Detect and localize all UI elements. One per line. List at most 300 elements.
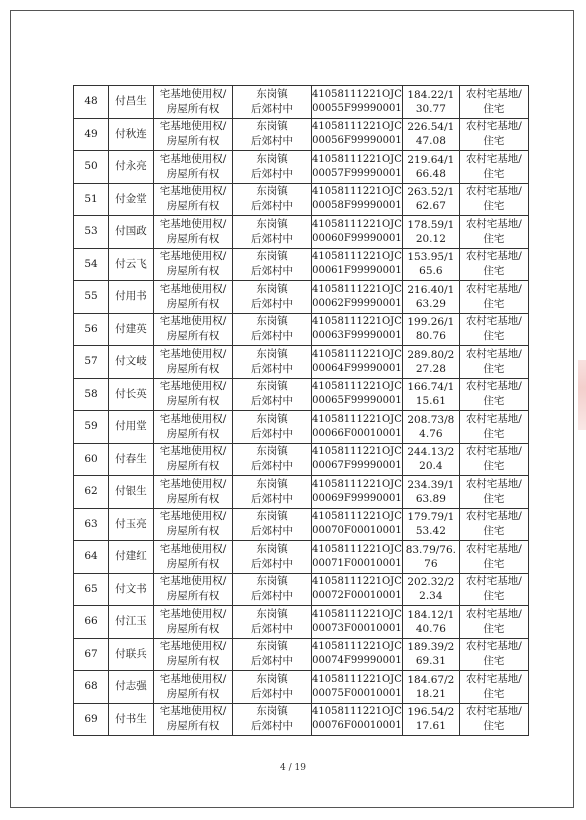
cell-location-line: 东岗镇 xyxy=(256,217,288,230)
cell-area-line: 47.08 xyxy=(415,135,446,148)
cell-unit-code-line: 41058111221OJC xyxy=(312,478,402,490)
cell-location-line: 东岗镇 xyxy=(256,282,288,295)
cell-location-line: 后郊村中 xyxy=(251,622,293,635)
cell-right-type xyxy=(154,671,233,704)
cell-right-type-line: 房屋所有权 xyxy=(166,232,220,245)
cell-location-line: 东岗镇 xyxy=(256,445,288,458)
cell-area xyxy=(402,703,459,736)
cell-right-type-line: 房屋所有权 xyxy=(166,590,220,603)
cell-location-line: 后郊村中 xyxy=(251,557,293,570)
table-row xyxy=(74,703,529,736)
table-row xyxy=(74,508,529,541)
cell-area-line: 184.22/1 xyxy=(407,88,455,101)
cell-unit-code-line: 41058111221OJC xyxy=(312,413,402,425)
cell-right-type xyxy=(154,346,233,379)
cell-right-type xyxy=(154,638,233,671)
cell-location xyxy=(233,378,312,411)
cell-unit-code-line: 00060F99990001 xyxy=(312,232,402,244)
cell-usage xyxy=(459,216,528,249)
cell-right-type-line: 宅基地使用权/ xyxy=(159,542,227,555)
cell-owner-name: 付书生 xyxy=(109,703,154,736)
cell-number: 69 xyxy=(74,703,109,736)
cell-unit-code-line: 00075F00010001 xyxy=(312,687,402,699)
cell-unit-code xyxy=(312,671,403,704)
cell-right-type-line: 房屋所有权 xyxy=(166,557,220,570)
cell-location-line: 东岗镇 xyxy=(256,315,288,328)
cell-right-type xyxy=(154,281,233,314)
cell-location-line: 后郊村中 xyxy=(251,167,293,180)
cell-right-type-line: 宅基地使用权/ xyxy=(159,315,227,328)
cell-number: 64 xyxy=(74,541,109,574)
cell-unit-code-line: 00064F99990001 xyxy=(312,362,402,374)
cell-right-type-line: 房屋所有权 xyxy=(166,655,220,668)
cell-right-type-line: 宅基地使用权/ xyxy=(159,185,227,198)
cell-location xyxy=(233,638,312,671)
cell-unit-code-line: 00065F99990001 xyxy=(312,395,402,407)
cell-unit-code-line: 41058111221OJC xyxy=(312,706,402,718)
cell-area-line: 40.76 xyxy=(415,622,446,635)
cell-usage-line: 农村宅基地/ xyxy=(465,217,522,230)
cell-location xyxy=(233,573,312,606)
cell-unit-code xyxy=(312,378,403,411)
cell-location-line: 东岗镇 xyxy=(256,477,288,490)
cell-area-line: 234.39/1 xyxy=(407,478,455,491)
cell-owner-name: 付江玉 xyxy=(109,606,154,639)
cell-location-line: 东岗镇 xyxy=(256,87,288,100)
cell-location xyxy=(233,118,312,151)
cell-location-line: 后郊村中 xyxy=(251,720,293,733)
cell-unit-code-line: 41058111221OJC xyxy=(312,381,402,393)
cell-right-type xyxy=(154,573,233,606)
cell-number: 66 xyxy=(74,606,109,639)
cell-owner-name: 付银生 xyxy=(109,476,154,509)
cell-right-type xyxy=(154,541,233,574)
cell-area-line: 208.73/8 xyxy=(407,413,455,426)
cell-unit-code-line: 00076F00010001 xyxy=(312,720,402,732)
cell-area xyxy=(402,638,459,671)
cell-usage-line: 农村宅基地/ xyxy=(465,607,522,620)
cell-location-line: 东岗镇 xyxy=(256,250,288,263)
cell-number: 59 xyxy=(74,411,109,444)
cell-number: 49 xyxy=(74,118,109,151)
cell-number: 60 xyxy=(74,443,109,476)
cell-area xyxy=(402,151,459,184)
cell-right-type-line: 宅基地使用权/ xyxy=(159,705,227,718)
cell-area-line: 202.32/2 xyxy=(407,576,455,589)
cell-unit-code-line: 00061F99990001 xyxy=(312,265,402,277)
cell-area xyxy=(402,281,459,314)
cell-usage xyxy=(459,411,528,444)
cell-area-line: 184.12/1 xyxy=(407,608,455,621)
cell-location-line: 后郊村中 xyxy=(251,492,293,505)
cell-area-line: 63.89 xyxy=(415,492,446,505)
cell-area-line: 76 xyxy=(424,557,438,570)
cell-location-line: 东岗镇 xyxy=(256,152,288,165)
cell-right-type-line: 房屋所有权 xyxy=(166,200,220,213)
cell-usage xyxy=(459,118,528,151)
cell-location-line: 后郊村中 xyxy=(251,362,293,375)
cell-number: 51 xyxy=(74,183,109,216)
cell-usage-line: 农村宅基地/ xyxy=(465,477,522,490)
cell-usage-line: 住宅 xyxy=(483,200,505,213)
cell-location xyxy=(233,508,312,541)
cell-area xyxy=(402,216,459,249)
cell-area xyxy=(402,118,459,151)
cell-location xyxy=(233,248,312,281)
cell-usage-line: 住宅 xyxy=(483,102,505,115)
cell-owner-name: 付建英 xyxy=(109,313,154,346)
cell-area-line: 199.26/1 xyxy=(407,316,455,329)
cell-owner-name: 付昌生 xyxy=(109,86,154,119)
cell-unit-code-line: 00067F99990001 xyxy=(312,460,402,472)
cell-unit-code xyxy=(312,86,403,119)
cell-location-line: 后郊村中 xyxy=(251,655,293,668)
cell-right-type-line: 宅基地使用权/ xyxy=(159,152,227,165)
cell-usage xyxy=(459,508,528,541)
cell-usage-line: 农村宅基地/ xyxy=(465,575,522,588)
table-row xyxy=(74,476,529,509)
cell-location xyxy=(233,151,312,184)
cell-usage xyxy=(459,606,528,639)
cell-unit-code xyxy=(312,183,403,216)
cell-owner-name: 付永亮 xyxy=(109,151,154,184)
cell-usage-line: 农村宅基地/ xyxy=(465,640,522,653)
cell-right-type-line: 房屋所有权 xyxy=(166,135,220,148)
cell-area-line: 216.40/1 xyxy=(407,283,455,296)
cell-area-line: 196.54/2 xyxy=(407,706,455,719)
cell-location-line: 东岗镇 xyxy=(256,120,288,133)
cell-usage-line: 住宅 xyxy=(483,362,505,375)
cell-usage xyxy=(459,86,528,119)
cell-unit-code xyxy=(312,151,403,184)
cell-usage-line: 农村宅基地/ xyxy=(465,445,522,458)
table-row xyxy=(74,443,529,476)
cell-unit-code-line: 00070F00010001 xyxy=(312,525,402,537)
cell-usage-line: 农村宅基地/ xyxy=(465,380,522,393)
cell-right-type xyxy=(154,86,233,119)
cell-right-type xyxy=(154,606,233,639)
table-row xyxy=(74,378,529,411)
table-row xyxy=(74,638,529,671)
cell-usage-line: 住宅 xyxy=(483,557,505,570)
cell-unit-code xyxy=(312,411,403,444)
cell-area xyxy=(402,573,459,606)
cell-usage xyxy=(459,573,528,606)
cell-location xyxy=(233,183,312,216)
cell-right-type-line: 房屋所有权 xyxy=(166,297,220,310)
cell-number: 54 xyxy=(74,248,109,281)
cell-location-line: 东岗镇 xyxy=(256,607,288,620)
cell-area-line: 219.64/1 xyxy=(407,153,455,166)
cell-unit-code xyxy=(312,248,403,281)
cell-usage-line: 住宅 xyxy=(483,720,505,733)
cell-owner-name: 付文岐 xyxy=(109,346,154,379)
cell-right-type-line: 房屋所有权 xyxy=(166,720,220,733)
cell-area-line: 20.4 xyxy=(419,460,443,473)
registration-table xyxy=(73,85,529,736)
cell-unit-code-line: 41058111221OJC xyxy=(312,641,402,653)
cell-unit-code-line: 41058111221OJC xyxy=(312,348,402,360)
cell-right-type-line: 房屋所有权 xyxy=(166,265,220,278)
cell-usage-line: 农村宅基地/ xyxy=(465,152,522,165)
cell-right-type-line: 宅基地使用权/ xyxy=(159,412,227,425)
cell-owner-name: 付长英 xyxy=(109,378,154,411)
cell-usage-line: 住宅 xyxy=(483,167,505,180)
cell-number: 55 xyxy=(74,281,109,314)
cell-unit-code xyxy=(312,346,403,379)
cell-number: 58 xyxy=(74,378,109,411)
table-row xyxy=(74,606,529,639)
cell-right-type-line: 房屋所有权 xyxy=(166,525,220,538)
table-row xyxy=(74,671,529,704)
cell-area xyxy=(402,443,459,476)
cell-area xyxy=(402,606,459,639)
cell-unit-code xyxy=(312,216,403,249)
cell-unit-code-line: 41058111221OJC xyxy=(312,446,402,458)
cell-usage-line: 农村宅基地/ xyxy=(465,250,522,263)
cell-right-type xyxy=(154,313,233,346)
cell-unit-code xyxy=(312,476,403,509)
cell-location xyxy=(233,606,312,639)
cell-unit-code-line: 41058111221OJC xyxy=(312,153,402,165)
cell-owner-name: 付春生 xyxy=(109,443,154,476)
cell-unit-code-line: 41058111221OJC xyxy=(312,283,402,295)
cell-owner-name: 付金堂 xyxy=(109,183,154,216)
cell-area-line: 83.79/76. xyxy=(405,543,456,556)
cell-unit-code-line: 00066F00010001 xyxy=(312,427,402,439)
cell-area xyxy=(402,346,459,379)
cell-right-type-line: 宅基地使用权/ xyxy=(159,607,227,620)
cell-right-type xyxy=(154,411,233,444)
cell-usage-line: 农村宅基地/ xyxy=(465,315,522,328)
cell-usage-line: 住宅 xyxy=(483,525,505,538)
cell-usage-line: 农村宅基地/ xyxy=(465,705,522,718)
cell-right-type-line: 房屋所有权 xyxy=(166,102,220,115)
cell-location-line: 东岗镇 xyxy=(256,380,288,393)
table-row xyxy=(74,281,529,314)
cell-right-type xyxy=(154,118,233,151)
cell-location xyxy=(233,346,312,379)
cell-right-type-line: 宅基地使用权/ xyxy=(159,217,227,230)
cell-owner-name: 付建红 xyxy=(109,541,154,574)
cell-number: 48 xyxy=(74,86,109,119)
cell-right-type-line: 宅基地使用权/ xyxy=(159,510,227,523)
cell-area-line: 179.79/1 xyxy=(407,511,455,524)
cell-area-line: 166.74/1 xyxy=(407,381,455,394)
cell-usage-line: 农村宅基地/ xyxy=(465,412,522,425)
cell-number: 68 xyxy=(74,671,109,704)
cell-area-line: 80.76 xyxy=(415,330,446,343)
cell-area xyxy=(402,86,459,119)
cell-unit-code xyxy=(312,638,403,671)
cell-location xyxy=(233,281,312,314)
cell-usage-line: 农村宅基地/ xyxy=(465,347,522,360)
cell-usage-line: 住宅 xyxy=(483,655,505,668)
cell-location xyxy=(233,86,312,119)
cell-unit-code xyxy=(312,508,403,541)
cell-usage-line: 住宅 xyxy=(483,427,505,440)
cell-location-line: 后郊村中 xyxy=(251,265,293,278)
cell-location-line: 东岗镇 xyxy=(256,510,288,523)
cell-number: 57 xyxy=(74,346,109,379)
cell-unit-code xyxy=(312,313,403,346)
cell-right-type xyxy=(154,378,233,411)
cell-owner-name: 付志强 xyxy=(109,671,154,704)
cell-unit-code-line: 41058111221OJC xyxy=(312,88,402,100)
cell-right-type-line: 房屋所有权 xyxy=(166,330,220,343)
cell-location xyxy=(233,443,312,476)
cell-area-line: 15.61 xyxy=(415,395,446,408)
cell-area-line: 69.31 xyxy=(415,655,446,668)
cell-usage-line: 住宅 xyxy=(483,135,505,148)
cell-right-type-line: 宅基地使用权/ xyxy=(159,477,227,490)
cell-right-type-line: 宅基地使用权/ xyxy=(159,120,227,133)
cell-usage-line: 农村宅基地/ xyxy=(465,87,522,100)
cell-usage-line: 住宅 xyxy=(483,232,505,245)
cell-right-type-line: 宅基地使用权/ xyxy=(159,380,227,393)
cell-usage xyxy=(459,346,528,379)
cell-unit-code-line: 41058111221OJC xyxy=(312,673,402,685)
cell-unit-code xyxy=(312,281,403,314)
cell-unit-code-line: 00063F99990001 xyxy=(312,330,402,342)
cell-location-line: 东岗镇 xyxy=(256,672,288,685)
cell-area-line: 18.21 xyxy=(415,687,446,700)
cell-location-line: 后郊村中 xyxy=(251,525,293,538)
cell-unit-code-line: 41058111221OJC xyxy=(312,608,402,620)
cell-usage-line: 住宅 xyxy=(483,622,505,635)
cell-area-line: 30.77 xyxy=(415,102,446,115)
cell-area xyxy=(402,313,459,346)
cell-owner-name: 付文书 xyxy=(109,573,154,606)
cell-location-line: 后郊村中 xyxy=(251,297,293,310)
cell-area-line: 62.67 xyxy=(415,200,446,213)
cell-usage xyxy=(459,313,528,346)
cell-unit-code-line: 41058111221OJC xyxy=(312,186,402,198)
cell-usage-line: 住宅 xyxy=(483,265,505,278)
cell-unit-code-line: 00062F99990001 xyxy=(312,297,402,309)
cell-usage xyxy=(459,281,528,314)
cell-right-type-line: 宅基地使用权/ xyxy=(159,347,227,360)
cell-location-line: 东岗镇 xyxy=(256,705,288,718)
cell-right-type xyxy=(154,151,233,184)
cell-right-type-line: 宅基地使用权/ xyxy=(159,672,227,685)
cell-right-type xyxy=(154,508,233,541)
cell-usage-line: 农村宅基地/ xyxy=(465,510,522,523)
table-row xyxy=(74,573,529,606)
cell-usage-line: 农村宅基地/ xyxy=(465,542,522,555)
cell-owner-name: 付联兵 xyxy=(109,638,154,671)
cell-unit-code-line: 41058111221OJC xyxy=(312,251,402,263)
cell-usage-line: 住宅 xyxy=(483,590,505,603)
cell-unit-code-line: 41058111221OJC xyxy=(312,511,402,523)
cell-right-type-line: 宅基地使用权/ xyxy=(159,575,227,588)
cell-right-type-line: 房屋所有权 xyxy=(166,687,220,700)
cell-number: 50 xyxy=(74,151,109,184)
cell-area-line: 178.59/1 xyxy=(407,218,455,231)
cell-location xyxy=(233,671,312,704)
cell-location-line: 后郊村中 xyxy=(251,232,293,245)
cell-unit-code xyxy=(312,703,403,736)
cell-area-line: 17.61 xyxy=(415,720,446,733)
table-row xyxy=(74,541,529,574)
cell-area-line: 2.34 xyxy=(419,590,443,603)
cell-usage xyxy=(459,183,528,216)
cell-area xyxy=(402,248,459,281)
cell-location-line: 后郊村中 xyxy=(251,200,293,213)
table-row xyxy=(74,86,529,119)
cell-area xyxy=(402,183,459,216)
cell-usage-line: 住宅 xyxy=(483,330,505,343)
cell-number: 67 xyxy=(74,638,109,671)
cell-area xyxy=(402,378,459,411)
cell-area-line: 65.6 xyxy=(419,265,443,278)
cell-usage xyxy=(459,151,528,184)
cell-location xyxy=(233,216,312,249)
cell-right-type-line: 房屋所有权 xyxy=(166,460,220,473)
cell-usage-line: 住宅 xyxy=(483,687,505,700)
cell-owner-name: 付用堂 xyxy=(109,411,154,444)
cell-right-type-line: 房屋所有权 xyxy=(166,427,220,440)
table-row xyxy=(74,248,529,281)
cell-usage xyxy=(459,541,528,574)
cell-unit-code-line: 00074F99990001 xyxy=(312,655,402,667)
cell-usage-line: 住宅 xyxy=(483,492,505,505)
cell-right-type xyxy=(154,248,233,281)
table-row xyxy=(74,183,529,216)
cell-usage xyxy=(459,378,528,411)
cell-unit-code-line: 00055F99990001 xyxy=(312,102,402,114)
cell-right-type xyxy=(154,476,233,509)
cell-area-line: 66.48 xyxy=(415,167,446,180)
cell-area xyxy=(402,541,459,574)
cell-right-type-line: 宅基地使用权/ xyxy=(159,640,227,653)
cell-location xyxy=(233,541,312,574)
cell-unit-code-line: 00072F00010001 xyxy=(312,590,402,602)
cell-area-line: 226.54/1 xyxy=(407,121,455,134)
cell-usage xyxy=(459,671,528,704)
cell-location-line: 东岗镇 xyxy=(256,347,288,360)
cell-location-line: 东岗镇 xyxy=(256,640,288,653)
cell-right-type-line: 宅基地使用权/ xyxy=(159,445,227,458)
cell-right-type xyxy=(154,183,233,216)
cell-area-line: 4.76 xyxy=(419,427,443,440)
cell-right-type xyxy=(154,443,233,476)
cell-number: 65 xyxy=(74,573,109,606)
cell-right-type-line: 房屋所有权 xyxy=(166,492,220,505)
cell-location-line: 后郊村中 xyxy=(251,135,293,148)
cell-location-line: 后郊村中 xyxy=(251,590,293,603)
cell-owner-name: 付玉亮 xyxy=(109,508,154,541)
cell-unit-code-line: 00056F99990001 xyxy=(312,135,402,147)
cell-usage-line: 住宅 xyxy=(483,460,505,473)
cell-number: 62 xyxy=(74,476,109,509)
cell-unit-code-line: 41058111221OJC xyxy=(312,543,402,555)
page-number: 4 / 19 xyxy=(280,763,306,773)
cell-location xyxy=(233,703,312,736)
cell-area-line: 263.52/1 xyxy=(407,186,455,199)
cell-unit-code-line: 41058111221OJC xyxy=(312,316,402,328)
cell-area xyxy=(402,671,459,704)
cell-area-line: 244.13/2 xyxy=(407,446,455,459)
cell-number: 63 xyxy=(74,508,109,541)
cell-location-line: 后郊村中 xyxy=(251,427,293,440)
cell-usage xyxy=(459,248,528,281)
cell-right-type-line: 房屋所有权 xyxy=(166,395,220,408)
cell-right-type xyxy=(154,703,233,736)
cell-unit-code-line: 41058111221OJC xyxy=(312,121,402,133)
cell-location-line: 东岗镇 xyxy=(256,542,288,555)
cell-unit-code-line: 41058111221OJC xyxy=(312,576,402,588)
